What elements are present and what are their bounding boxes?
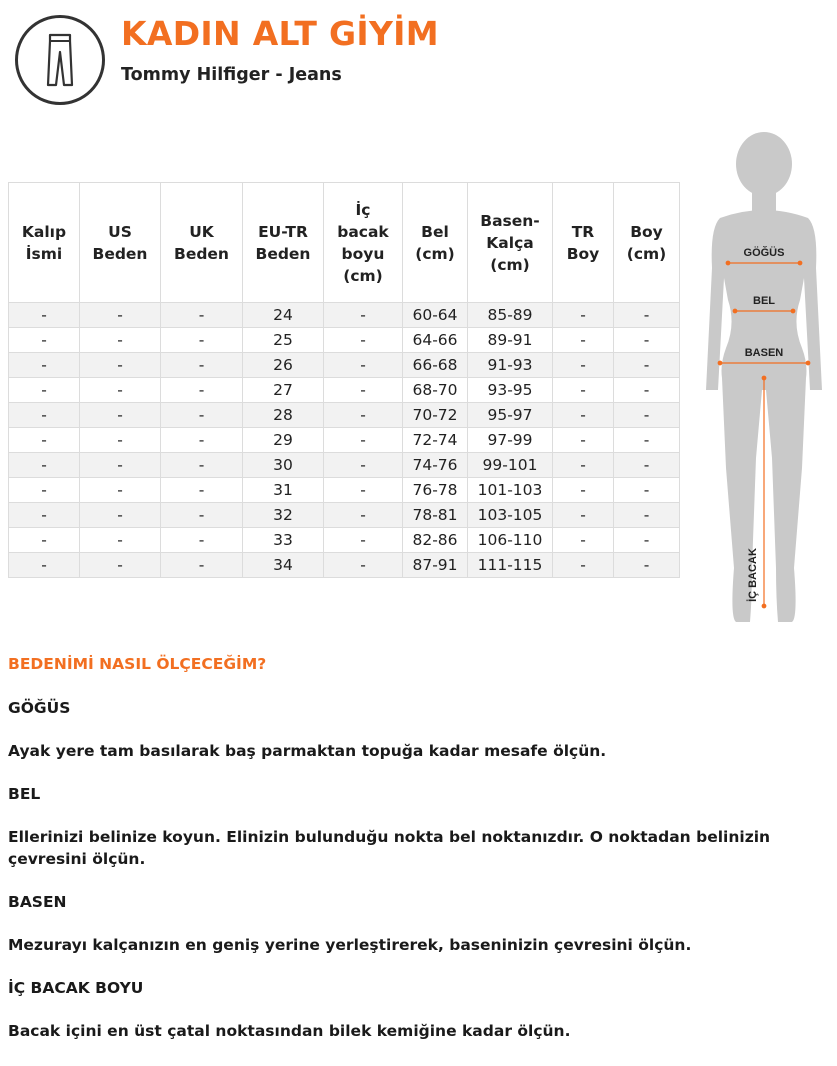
table-row	[9, 328, 680, 353]
table-cell: 93-95	[468, 378, 553, 403]
table-cell: -	[553, 353, 614, 378]
table-cell: -	[80, 553, 161, 578]
table-cell: 85-89	[468, 303, 553, 328]
table-cell: 34	[243, 553, 324, 578]
table-cell: 82-86	[403, 528, 468, 553]
table-cell: 66-68	[403, 353, 468, 378]
table-cell: 30	[243, 453, 324, 478]
table-cell: 101-103	[468, 478, 553, 503]
column-header: US Beden	[80, 183, 161, 303]
table-cell: -	[161, 378, 243, 403]
table-cell: -	[553, 453, 614, 478]
table-cell: -	[9, 478, 80, 503]
table-cell: 97-99	[468, 428, 553, 453]
instructions-question: BEDENİMİ NASIL ÖLÇECEĞİM?	[8, 655, 267, 673]
table-cell: -	[324, 553, 403, 578]
table-row	[9, 453, 680, 478]
table-cell: -	[614, 503, 680, 528]
table-cell: -	[324, 378, 403, 403]
inseam-label: İÇ BACAK	[747, 548, 759, 602]
chest-label: GÖĞÜS	[743, 247, 785, 259]
table-cell: -	[9, 528, 80, 553]
table-cell: -	[324, 303, 403, 328]
table-cell: 26	[243, 353, 324, 378]
table-cell: -	[614, 453, 680, 478]
section-text-waist: Ellerinizi belinize koyun. Elinizin bulunduğu nokta bel noktanızdır. O noktadan belinizin çevresini ölçün.	[8, 828, 771, 868]
table-cell: -	[614, 478, 680, 503]
table-cell: 68-70	[403, 378, 468, 403]
table-cell: -	[553, 403, 614, 428]
pants-icon	[15, 15, 105, 105]
table-cell: -	[9, 403, 80, 428]
table-cell: -	[324, 428, 403, 453]
table-cell: -	[614, 353, 680, 378]
table-row	[9, 503, 680, 528]
table-cell: 72-74	[403, 428, 468, 453]
table-cell: -	[161, 303, 243, 328]
hip-label: BASEN	[744, 347, 784, 359]
table-cell: -	[324, 353, 403, 378]
section-text-chest: Ayak yere tam basılarak baş parmaktan topuğa kadar mesafe ölçün.	[8, 742, 607, 760]
table-cell: 74-76	[403, 453, 468, 478]
table-cell: -	[9, 378, 80, 403]
table-cell: -	[553, 553, 614, 578]
column-header: EU-TR Beden	[243, 183, 324, 303]
table-cell: 60-64	[403, 303, 468, 328]
column-header: İç bacak boyu (cm)	[324, 183, 403, 303]
section-text-hip: Mezurayı kalçanızın en geniş yerine yerleştirerek, baseninizin çevresini ölçün.	[8, 936, 692, 954]
table-cell: -	[614, 428, 680, 453]
table-cell: 32	[243, 503, 324, 528]
table-cell: 64-66	[403, 328, 468, 353]
table-cell: -	[324, 453, 403, 478]
section-heading-waist: BEL	[8, 785, 41, 803]
table-cell: -	[80, 378, 161, 403]
table-cell: -	[161, 553, 243, 578]
column-header: Kalıp İsmi	[9, 183, 80, 303]
page-title: KADIN ALT GİYİM	[121, 14, 439, 53]
table-cell: -	[9, 353, 80, 378]
table-row	[9, 378, 680, 403]
body-measurement-figure	[690, 128, 836, 628]
table-cell: -	[80, 478, 161, 503]
table-cell: -	[9, 503, 80, 528]
table-cell: -	[9, 328, 80, 353]
table-cell: -	[324, 403, 403, 428]
table-cell: -	[80, 453, 161, 478]
table-cell: -	[80, 528, 161, 553]
table-cell: 29	[243, 428, 324, 453]
section-text-inseam: Bacak içini en üst çatal noktasından bilek kemiğine kadar ölçün.	[8, 1022, 571, 1040]
column-header: TR Boy	[553, 183, 614, 303]
table-cell: 103-105	[468, 503, 553, 528]
table-cell: -	[553, 328, 614, 353]
table-row	[9, 553, 680, 578]
table-cell: -	[9, 553, 80, 578]
table-cell: -	[80, 428, 161, 453]
table-cell: -	[80, 303, 161, 328]
table-cell: 31	[243, 478, 324, 503]
table-cell: 33	[243, 528, 324, 553]
table-cell: 28	[243, 403, 324, 428]
table-cell: -	[614, 303, 680, 328]
table-cell: -	[161, 528, 243, 553]
table-cell: -	[614, 553, 680, 578]
table-cell: -	[161, 478, 243, 503]
table-cell: 106-110	[468, 528, 553, 553]
table-cell: 24	[243, 303, 324, 328]
column-header: Bel (cm)	[403, 183, 468, 303]
table-cell: 70-72	[403, 403, 468, 428]
table-row	[9, 353, 680, 378]
table-cell: 99-101	[468, 453, 553, 478]
section-heading-hip: BASEN	[8, 893, 67, 911]
table-cell: -	[9, 428, 80, 453]
table-cell: 87-91	[403, 553, 468, 578]
table-cell: -	[614, 378, 680, 403]
table-cell: -	[553, 503, 614, 528]
table-cell: -	[80, 503, 161, 528]
table-cell: -	[80, 353, 161, 378]
section-heading-chest: GÖĞÜS	[8, 699, 71, 717]
column-header: Boy (cm)	[614, 183, 680, 303]
table-cell: -	[324, 528, 403, 553]
table-cell: -	[9, 303, 80, 328]
table-cell: -	[161, 403, 243, 428]
measurement-instructions	[8, 653, 823, 1063]
table-cell: 95-97	[468, 403, 553, 428]
table-header-row	[9, 183, 680, 303]
column-header: Basen- Kalça (cm)	[468, 183, 553, 303]
page-subtitle: Tommy Hilfiger - Jeans	[121, 65, 342, 85]
table-cell: 91-93	[468, 353, 553, 378]
table-cell: -	[553, 303, 614, 328]
table-cell: -	[553, 528, 614, 553]
table-cell: -	[324, 328, 403, 353]
section-heading-inseam: İÇ BACAK BOYU	[8, 979, 144, 997]
table-cell: -	[9, 453, 80, 478]
table-cell: 76-78	[403, 478, 468, 503]
table-cell: -	[161, 428, 243, 453]
table-cell: -	[614, 328, 680, 353]
table-row	[9, 528, 680, 553]
table-row	[9, 303, 680, 328]
table-row	[9, 403, 680, 428]
table-cell: -	[614, 528, 680, 553]
table-cell: -	[161, 328, 243, 353]
table-cell: -	[553, 428, 614, 453]
table-cell: -	[80, 328, 161, 353]
table-cell: -	[324, 478, 403, 503]
table-cell: 25	[243, 328, 324, 353]
table-cell: -	[614, 403, 680, 428]
table-cell: -	[161, 503, 243, 528]
table-cell: 111-115	[468, 553, 553, 578]
table-cell: -	[161, 353, 243, 378]
table-cell: -	[553, 378, 614, 403]
size-table	[8, 182, 680, 578]
column-header: UK Beden	[161, 183, 243, 303]
table-cell: 78-81	[403, 503, 468, 528]
table-cell: -	[161, 453, 243, 478]
table-cell: 27	[243, 378, 324, 403]
table-row	[9, 478, 680, 503]
waist-label: BEL	[753, 295, 775, 307]
table-cell: -	[324, 503, 403, 528]
table-cell: -	[553, 478, 614, 503]
table-row	[9, 428, 680, 453]
table-cell: 89-91	[468, 328, 553, 353]
table-cell: -	[80, 403, 161, 428]
